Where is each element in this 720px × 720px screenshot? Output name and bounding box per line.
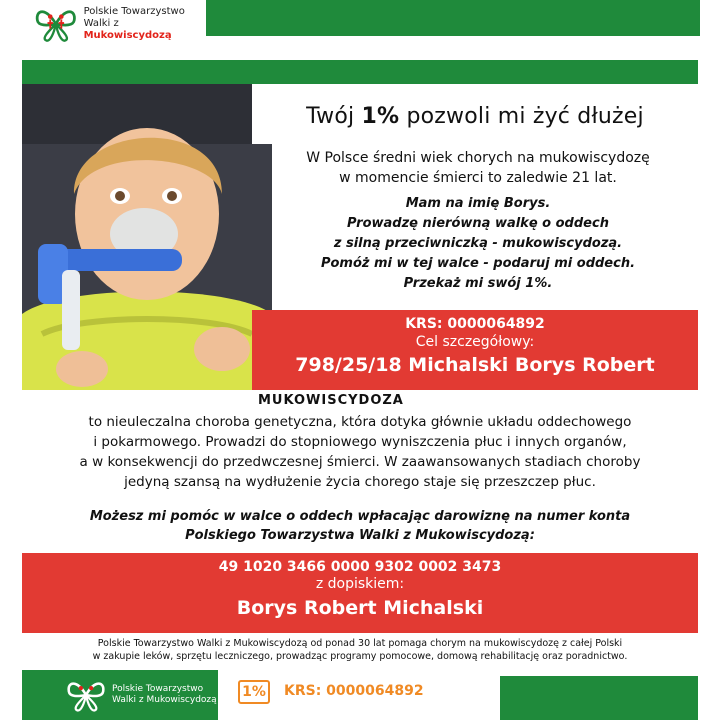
quote-line: Mam na imię Borys. (405, 196, 551, 211)
section-title: MUKOWISCYDOZA (258, 393, 404, 408)
krs-box (252, 310, 698, 390)
dopisek-name: Borys Robert Michalski (236, 597, 484, 619)
org-logo (30, 2, 200, 46)
headline-prefix: Twój (306, 104, 362, 129)
org-name-line2: Walki z (83, 18, 119, 29)
child-with-nebulizer-image (22, 84, 272, 390)
intro-text (272, 148, 684, 188)
bottom-krs: KRS: 0000064892 (284, 683, 424, 699)
intro-line: W Polsce średni wiek chorych na mukowiscydozę (306, 150, 650, 166)
org-name-line1: Polskie Towarzystwo (83, 6, 185, 17)
footer-line: Polskie Towarzystwo Walki z Mukowiscydozą od ponad 30 lat pomaga chorym na mukowiscydozę z całej Polski (97, 638, 623, 649)
help-line: Możesz mi pomóc w walce o oddech wpłacając darowiznę na numer konta (89, 509, 631, 524)
intro-line: w momencie śmierci to zaledwie 21 lat. (339, 170, 617, 186)
quote-line: Pomóż mi w tej walce - podaruj mi oddech. (320, 256, 636, 271)
green-stripe (22, 58, 698, 84)
quote-line: Prowadzę nierówną walkę o oddech (347, 216, 609, 231)
headline-percent: 1% (361, 104, 400, 129)
help-text (24, 507, 696, 545)
dopisek-label: z dopiskiem: (315, 576, 405, 592)
section-line: a w konsekwencji do przedwczesnej śmierci. W zaawansowanych stadiach choroby (79, 454, 641, 470)
child-photo (22, 84, 272, 390)
section-body (24, 412, 696, 492)
butterfly-logo-icon (30, 2, 82, 46)
org-name (84, 6, 200, 42)
section-line: jedyną szansą na wydłużenie życia chorego staje się przeszczep płuc. (124, 474, 596, 490)
section-line: i pokarmowego. Prowadzi do stopniowego wyniszczenia płuc i innych organów, (93, 434, 627, 450)
quote-line: z silną przeciwniczką - mukowiscydozą. (333, 236, 623, 251)
org-name-highlight: Mukowiscydozą (83, 30, 172, 41)
cel-code: 798/25/18 Michalski Borys Robert (295, 354, 655, 376)
white-stripe (22, 50, 698, 60)
krs-number: KRS: 0000064892 (405, 316, 545, 332)
one-percent-badge: 1% (238, 680, 270, 704)
headline (252, 104, 698, 129)
quote-line: Przekaż mi swój 1%. (403, 276, 553, 291)
footer-note (24, 637, 696, 663)
bottom-org-name (112, 684, 217, 706)
bottom-green-band (500, 676, 698, 720)
cel-label: Cel szczegółowy: (415, 334, 535, 350)
section-line: to nieuleczalna choroba genetyczna, która dotyka głównie układu oddechowego (88, 414, 632, 430)
account-box (22, 553, 698, 633)
help-line: Polskiego Towarzystwa Walki z Mukowiscydozą: (185, 528, 535, 543)
header-green-band (206, 0, 700, 36)
account-number: 49 1020 3466 0000 9302 0002 3473 (218, 559, 502, 575)
bottom-org-line2: Walki z Mukowiscydozą (112, 695, 217, 705)
child-quote (272, 194, 684, 294)
headline-suffix: pozwoli mi żyć dłużej (399, 104, 644, 129)
butterfly-logo-icon (62, 676, 110, 714)
bottom-logo (22, 670, 218, 720)
bottom-org-line1: Polskie Towarzystwo (112, 684, 204, 694)
footer-line: w zakupie leków, sprzętu leczniczego, prowadząc programy pomocowe, domową rehabilitację oraz poradnictwo. (92, 651, 628, 662)
